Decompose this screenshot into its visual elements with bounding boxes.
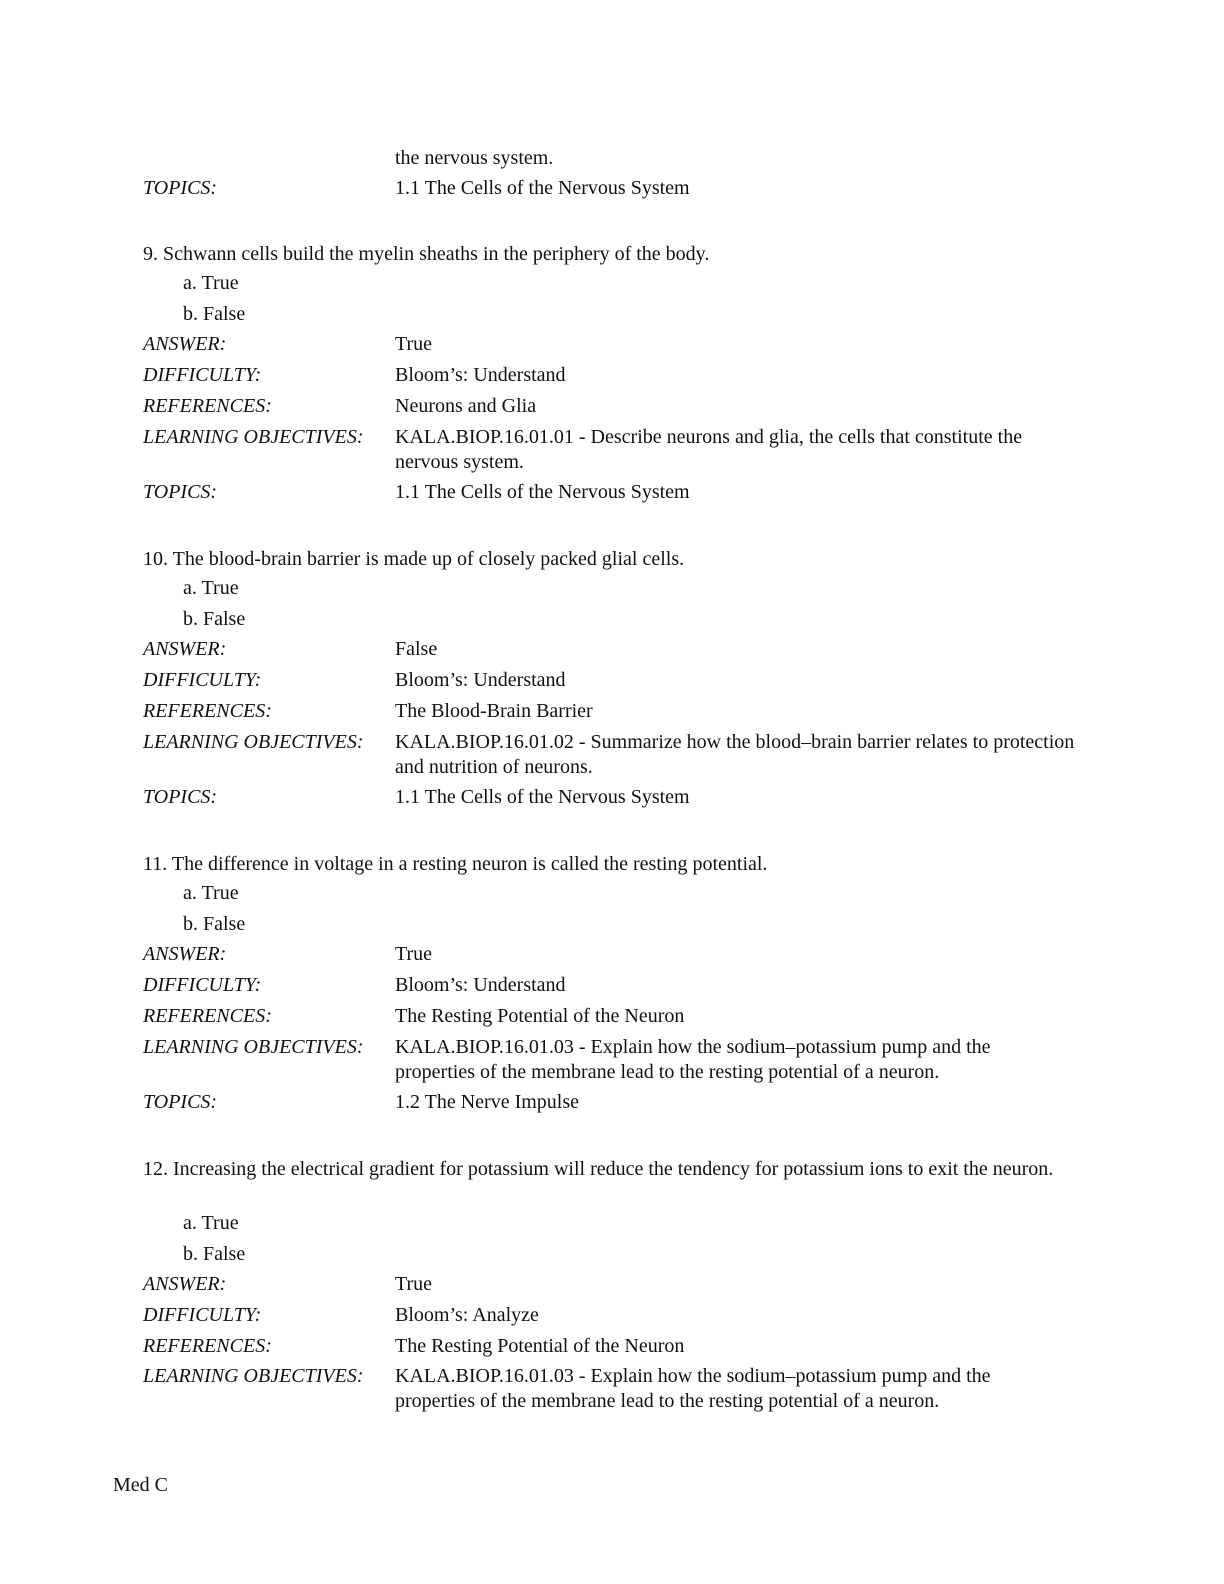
- learning-objectives-label: LEARNING OBJECTIVES:: [143, 1365, 364, 1387]
- option-b: b. False: [183, 1243, 246, 1265]
- option-b: b. False: [183, 608, 246, 630]
- topics-label: TOPICS:: [143, 177, 218, 199]
- references-value: Neurons and Glia: [395, 395, 537, 417]
- option-b: b. False: [183, 913, 246, 935]
- option-a: a. True: [183, 577, 239, 599]
- learning-objectives-label: LEARNING OBJECTIVES:: [143, 1036, 364, 1058]
- references-label: REFERENCES:: [143, 1005, 272, 1027]
- topics-label: TOPICS:: [143, 786, 218, 808]
- question-stem: 12. Increasing the electrical gradient for potassium will reduce the tendency for potassium ions to exit the neuron.: [143, 1158, 1054, 1180]
- topics-label: TOPICS:: [143, 1091, 218, 1113]
- learning-objectives-value: KALA.BIOP.16.01.02 - Summarize how the blood–brain barrier relates to protection and nutrition of neurons.: [395, 731, 1075, 778]
- answer-label: ANSWER:: [143, 943, 227, 965]
- option-a: a. True: [183, 272, 239, 294]
- answer-label: ANSWER:: [143, 333, 227, 355]
- answer-value: True: [395, 943, 433, 965]
- difficulty-label: DIFFICULTY:: [143, 364, 262, 386]
- references-label: REFERENCES:: [143, 395, 272, 417]
- lo-continuation-text: the nervous system.: [395, 147, 554, 169]
- topics-value: 1.1 The Cells of the Nervous System: [395, 481, 690, 503]
- option-a: a. True: [183, 882, 239, 904]
- answer-label: ANSWER:: [143, 638, 227, 660]
- references-label: REFERENCES:: [143, 700, 272, 722]
- difficulty-value: Bloom’s: Understand: [395, 974, 566, 996]
- references-label: REFERENCES:: [143, 1335, 272, 1357]
- topics-label: TOPICS:: [143, 481, 218, 503]
- answer-value: True: [395, 333, 433, 355]
- topics-value: 1.1 The Cells of the Nervous System: [395, 786, 690, 808]
- difficulty-value: Bloom’s: Understand: [395, 669, 566, 691]
- topics-value: 1.1 The Cells of the Nervous System: [395, 177, 690, 199]
- references-value: The Resting Potential of the Neuron: [395, 1005, 685, 1027]
- references-value: The Blood-Brain Barrier: [395, 700, 593, 722]
- option-a: a. True: [183, 1212, 239, 1234]
- question-stem: 9. Schwann cells build the myelin sheaths in the periphery of the body.: [143, 243, 710, 265]
- learning-objectives-value: KALA.BIOP.16.01.03 - Explain how the sodium–potassium pump and the properties of the membrane lead to the resting potential of a neuron.: [395, 1365, 991, 1412]
- learning-objectives-label: LEARNING OBJECTIVES:: [143, 731, 364, 753]
- question-stem: 11. The difference in voltage in a resting neuron is called the resting potential.: [143, 853, 768, 875]
- question-stem: 10. The blood-brain barrier is made up of closely packed glial cells.: [143, 548, 685, 570]
- difficulty-label: DIFFICULTY:: [143, 974, 262, 996]
- references-value: The Resting Potential of the Neuron: [395, 1335, 685, 1357]
- difficulty-value: Bloom’s: Analyze: [395, 1304, 539, 1326]
- difficulty-value: Bloom’s: Understand: [395, 364, 566, 386]
- learning-objectives-value: KALA.BIOP.16.01.03 - Explain how the sodium–potassium pump and the properties of the membrane lead to the resting potential of a neuron.: [395, 1036, 991, 1083]
- answer-value: True: [395, 1273, 433, 1295]
- learning-objectives-label: LEARNING OBJECTIVES:: [143, 426, 364, 448]
- answer-label: ANSWER:: [143, 1273, 227, 1295]
- answer-value: False: [395, 638, 438, 660]
- page-footer: Med C: [113, 1474, 168, 1496]
- difficulty-label: DIFFICULTY:: [143, 669, 262, 691]
- option-b: b. False: [183, 303, 246, 325]
- difficulty-label: DIFFICULTY:: [143, 1304, 262, 1326]
- topics-value: 1.2 The Nerve Impulse: [395, 1091, 580, 1113]
- learning-objectives-value: KALA.BIOP.16.01.01 - Describe neurons and glia, the cells that constitute the nervous system.: [395, 426, 1023, 473]
